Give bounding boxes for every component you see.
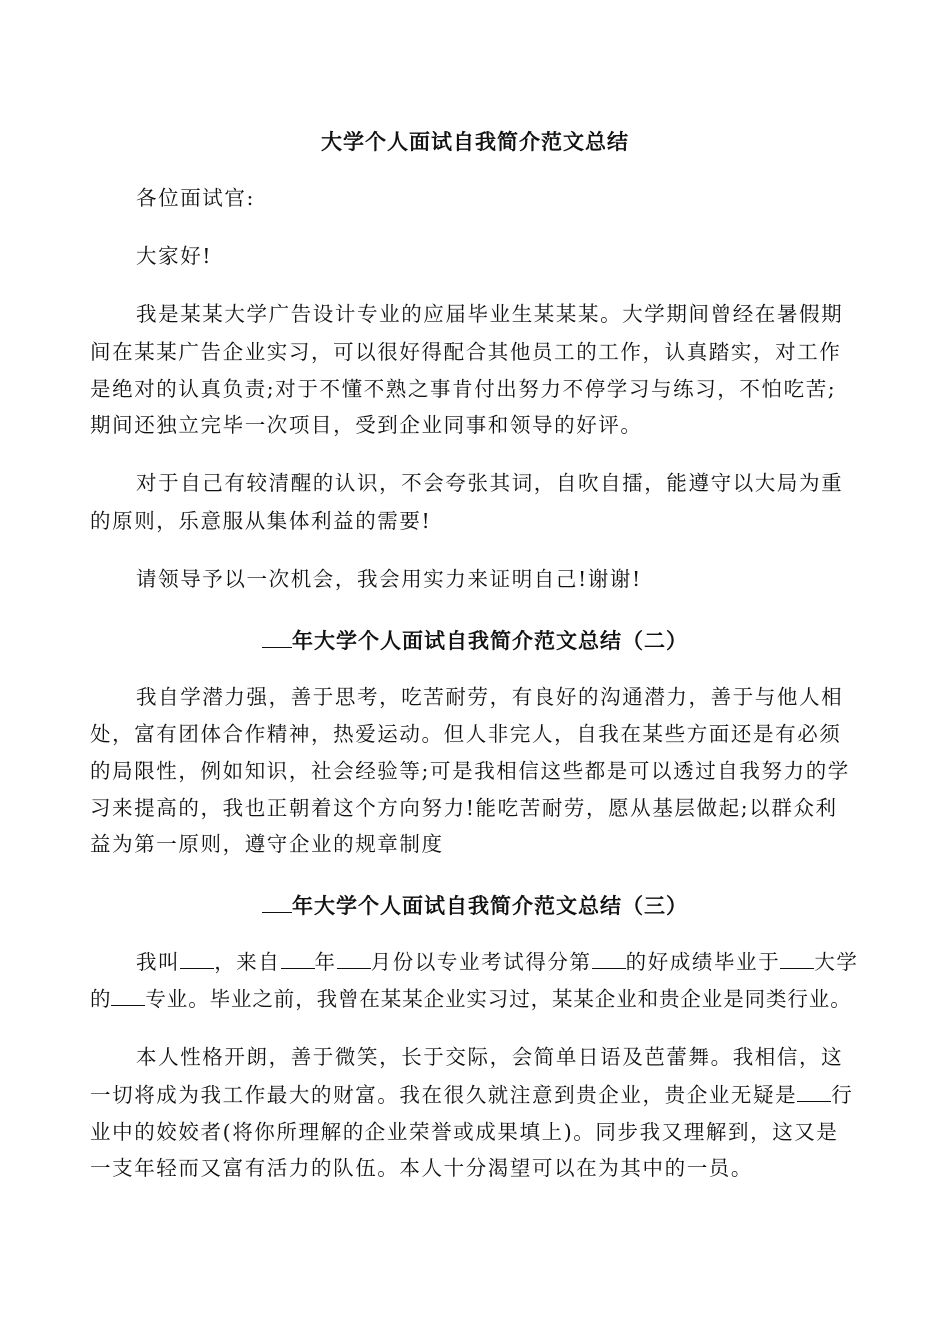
fill-in-blank [180,950,214,969]
paragraph-6-line-1: 本人性格开朗，善于微笑，长于交际，会简单日语及芭蕾舞。我相信，这 [136,1045,844,1069]
greeting: 大家好! [136,244,213,268]
section-2-title: 年大学个人面试自我简介范文总结（二） [0,625,950,655]
fill-in-blank [592,950,626,969]
fill-in-blank [797,1083,831,1102]
paragraph-5-line-2: 的 专业。毕业之前，我曾在某某企业实习过，某某企业和贵企业是同类行业。 [90,987,852,1011]
paragraph-3: 请领导予以一次机会，我会用实力来证明自己!谢谢! [136,567,642,591]
paragraph-4-line-3: 的局限性，例如知识，社会经验等;可是我相信这些都是可以透过自我努力的学 [90,759,850,783]
fill-in-blank [780,950,814,969]
fill-in-blank [262,629,292,648]
paragraph-4-line-5: 益为第一原则，遵守企业的规章制度 [90,832,444,856]
paragraph-1-line-4: 期间还独立完毕一次项目，受到企业同事和领导的好评。 [90,413,643,437]
paragraph-2-line-1: 对于自己有较清醒的认识，不会夸张其词，自吹自擂，能遵守以大局为重 [136,471,844,495]
section-3-title: 年大学个人面试自我简介范文总结（三） [0,890,950,920]
fill-in-blank [337,950,371,969]
paragraph-5-line-1: 我叫 ，来自 年 月份以专业考试得分第 的好成绩毕业于 大学 [136,950,859,974]
paragraph-6-line-3: 业中的姣姣者(将你所理解的企业荣誉或成果填上)。同步我又理解到，这又是 [90,1120,839,1144]
paragraph-1-line-3: 是绝对的认真负责;对于不懂不熟之事肯付出努力不停学习与练习，不怕吃苦; [90,377,837,401]
paragraph-1-line-2: 间在某某广告企业实习，可以很好得配合其他员工的工作，认真踏实，对工作 [90,340,842,364]
paragraph-1-line-1: 我是某某大学广告设计专业的应届毕业生某某某。大学期间曾经在暑假期 [136,302,844,326]
document-title: 大学个人面试自我简介范文总结 [321,129,629,154]
fill-in-blank [262,894,292,913]
paragraph-6-line-2: 一切将成为我工作最大的财富。我在很久就注意到贵企业，贵企业无疑是 行 [90,1083,854,1107]
fill-in-blank [111,987,145,1006]
paragraph-4-line-2: 处，富有团体合作精神，热爱运动。但人非完人，自我在某些方面还是有必须 [90,722,842,746]
paragraph-2-line-2: 的原则，乐意服从集体利益的需要! [90,509,432,533]
paragraph-4-line-4: 习来提高的，我也正朝着这个方向努力!能吃苦耐劳，愿从基层做起;以群众利 [90,796,838,820]
salutation: 各位面试官: [136,186,256,210]
paragraph-4-line-1: 我自学潜力强，善于思考，吃苦耐劳，有良好的沟通潜力，善于与他人相 [136,685,844,709]
paragraph-6-line-4: 一支年轻而又富有活力的队伍。本人十分渴望可以在为其中的一员。 [90,1156,753,1180]
fill-in-blank [281,950,315,969]
